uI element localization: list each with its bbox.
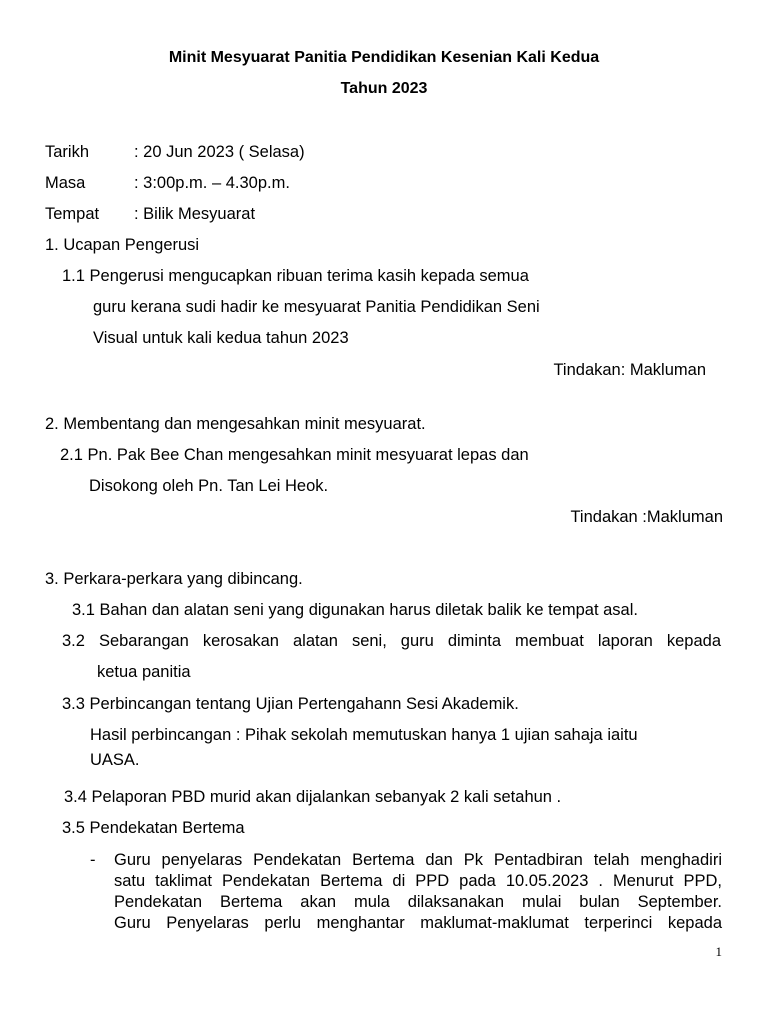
section1-item-line2: guru kerana sudi hadir ke mesyuarat Panitia Pendidikan Seni bbox=[93, 298, 540, 316]
meta-label-date: Tarikh bbox=[45, 143, 90, 161]
meta-label-time: Masa bbox=[45, 174, 86, 192]
meta-value-time: : 3:00p.m. – 4.30p.m. bbox=[134, 174, 290, 192]
item-3-3: 3.3 Perbincangan tentang Ujian Pertengahann Sesi Akademik. bbox=[62, 695, 519, 713]
item-3-3-result-line2: UASA. bbox=[90, 751, 140, 769]
meta-value-date: : 20 Jun 2023 ( Selasa) bbox=[134, 143, 305, 161]
bullet-line2: satu taklimat Pendekatan Bertema di PPD pada 10.05.2023 . Menurut PPD, bbox=[114, 872, 722, 890]
item-3-2-line1: 3.2 Sebarangan kerosakan alatan seni, guru diminta membuat laporan kepada bbox=[62, 632, 721, 650]
item-3-1: 3.1 Bahan dan alatan seni yang digunakan harus diletak balik ke tempat asal. bbox=[72, 601, 638, 619]
section2-heading: 2. Membentang dan mengesahkan minit mesyuarat. bbox=[45, 415, 426, 433]
section1-item-line1: 1.1 Pengerusi mengucapkan ribuan terima kasih kepada semua bbox=[62, 267, 529, 285]
meta-label-venue: Tempat bbox=[45, 205, 100, 223]
meta-value-venue: : Bilik Mesyuarat bbox=[134, 205, 256, 223]
section2-item-line1: 2.1 Pn. Pak Bee Chan mengesahkan minit mesyuarat lepas dan bbox=[60, 446, 529, 464]
item-3-3-result-line1: Hasil perbincangan : Pihak sekolah memutuskan hanya 1 ujian sahaja iaitu bbox=[90, 726, 638, 744]
page-number: 1 bbox=[715, 944, 722, 959]
document-year: Tahun 2023 bbox=[340, 80, 428, 97]
section2-item-line2: Disokong oleh Pn. Tan Lei Heok. bbox=[89, 477, 329, 495]
bullet-dash: - bbox=[90, 851, 96, 869]
section1-heading: 1. Ucapan Pengerusi bbox=[45, 236, 200, 254]
bullet-line1: Guru penyelaras Pendekatan Bertema dan Pk Pentadbiran telah menghadiri bbox=[114, 851, 722, 869]
bullet-line4: Guru Penyelaras perlu menghantar maklumat-maklumat terperinci kepada bbox=[114, 914, 722, 932]
section3-heading: 3. Perkara-perkara yang dibincang. bbox=[45, 570, 303, 588]
bullet-line3: Pendekatan Bertema akan mula dilaksanakan mulai bulan September. bbox=[114, 893, 722, 911]
section1-action: Tindakan: Makluman bbox=[553, 361, 706, 379]
section2-action: Tindakan :Makluman bbox=[570, 508, 723, 526]
item-3-5: 3.5 Pendekatan Bertema bbox=[62, 819, 245, 837]
document-title: Minit Mesyuarat Panitia Pendidikan Kesenian Kali Kedua bbox=[168, 49, 600, 66]
section1-item-line3: Visual untuk kali kedua tahun 2023 bbox=[93, 329, 349, 347]
item-3-2-line2: ketua panitia bbox=[97, 663, 191, 681]
item-3-4: 3.4 Pelaporan PBD murid akan dijalankan sebanyak 2 kali setahun . bbox=[64, 788, 562, 806]
